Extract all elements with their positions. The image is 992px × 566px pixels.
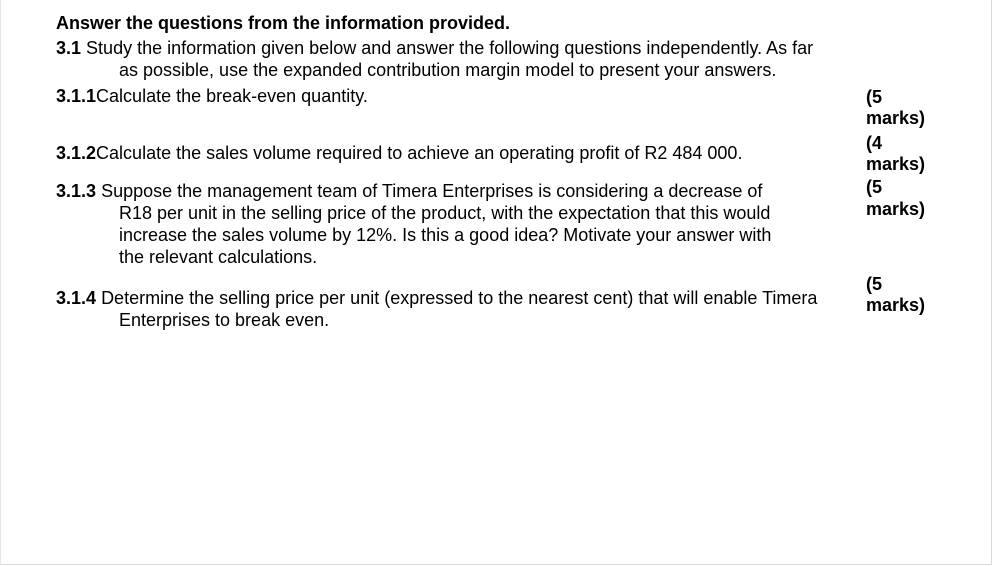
question-3-1-1-text: Calculate the break-even quantity. — [96, 86, 368, 106]
heading: Answer the questions from the information provided. — [56, 13, 511, 33]
question-3-1-2 — [56, 142, 742, 164]
question-3-1-4-line-1 — [56, 287, 817, 309]
question-3-1-2-number: 3.1.2 — [56, 143, 97, 163]
question-3-1-4-marks-1: (5 — [866, 274, 883, 294]
question-3-1-3-marks-1: (5 — [866, 177, 883, 197]
question-3-1-text-1: Study the information given below and answer the following questions independently. As far — [86, 38, 814, 58]
question-3-1-1-marks-1: (5 — [866, 87, 883, 107]
question-3-1-4-text-1: Determine the selling price per unit (expressed to the nearest cent) that will enable Timera — [101, 288, 818, 308]
question-3-1-3-number: 3.1.3 — [56, 181, 97, 201]
question-3-1-3-text-4: the relevant calculations. — [119, 247, 318, 267]
question-3-1-line-1 — [56, 37, 813, 59]
question-3-1-3-text-1: Suppose the management team of Timera Enterprises is considering a decrease of — [101, 181, 763, 201]
question-3-1-4-marks-2: marks) — [866, 295, 926, 315]
question-3-1-1-marks-2: marks) — [866, 108, 926, 128]
question-3-1-3-line-1 — [56, 180, 762, 202]
question-3-1-4-number: 3.1.4 — [56, 288, 97, 308]
question-3-1-3-text-3: increase the sales volume by 12%. Is this a good idea? Motivate your answer with — [119, 225, 772, 245]
question-3-1-2-marks-1: (4 — [866, 133, 883, 153]
question-3-1-number: 3.1 — [56, 38, 82, 58]
question-3-1-3-marks-2: marks) — [866, 199, 926, 219]
question-3-1-text-2: as possible, use the expanded contribution margin model to present your answers. — [119, 60, 777, 80]
question-3-1-3-text-2: R18 per unit in the selling price of the product, with the expectation that this would — [119, 203, 771, 223]
question-3-1-1-number: 3.1.1 — [56, 86, 97, 106]
question-3-1-4-text-2: Enterprises to break even. — [119, 310, 330, 330]
question-3-1-2-marks-2: marks) — [866, 154, 926, 174]
question-3-1-2-text: Calculate the sales volume required to achieve an operating profit of R2 484 000. — [96, 143, 743, 163]
question-3-1-1 — [56, 85, 368, 107]
